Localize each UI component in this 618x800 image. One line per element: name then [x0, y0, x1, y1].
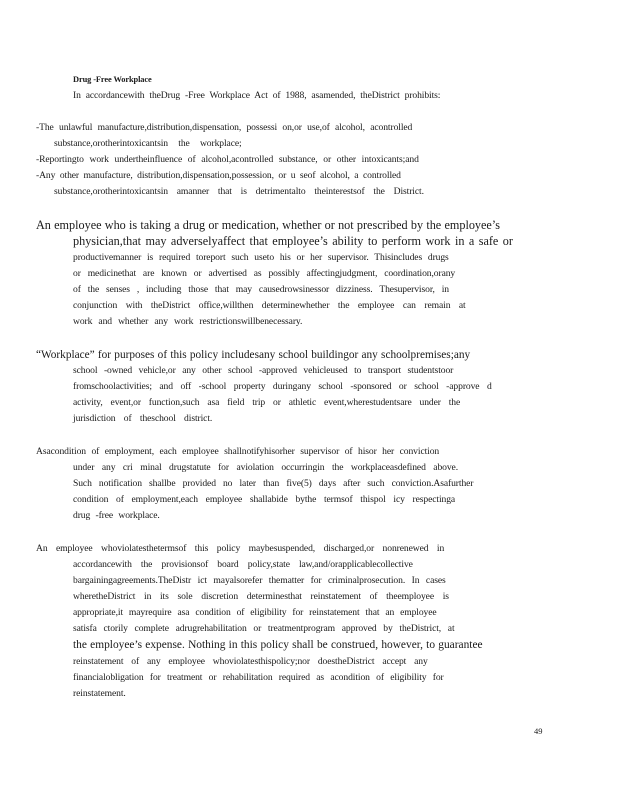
- paragraph-line: jurisdiction of theschool district.: [73, 413, 213, 424]
- paragraph-line: An employee whoviolatesthetermsof this policy maybesuspended, discharged,or nonrenewed in: [36, 543, 445, 554]
- paragraph-line: or medicinethat are known or advertised as possibly affectingjudgment, coordination,orany: [73, 268, 456, 279]
- paragraph-line: school -owned vehicle,or any other school -approved vehicleused to transport studentstoor: [73, 365, 454, 376]
- paragraph-line: accordancewith the provisionsof board policy,state law,and/orapplicablecollective: [73, 559, 413, 570]
- prohibition-item: substance,orotherintoxicantsin amanner that is detrimentalto theinterestsof the District.: [54, 186, 424, 197]
- paragraph-line: under any cri minal drugstatute for aviolation occurringin the workplaceasdefined above.: [73, 462, 458, 473]
- paragraph-line: financialobligation for treatment or rehabilitation required as acondition of eligibility for: [73, 672, 444, 683]
- paragraph-line: satisfa ctorily complete adrugrehabilitation or treatmentprogram approved by theDistrict, at: [73, 623, 455, 634]
- paragraph-line: reinstatement of any employee whoviolatesthispolicy;nor doestheDistrict accept any: [73, 656, 428, 667]
- paragraph-line: drug -free workplace.: [73, 510, 160, 521]
- page-number: 49: [534, 726, 543, 736]
- intro-line: In accordancewith theDrug -Free Workplace Act of 1988, asamended, theDistrict prohibits:: [73, 90, 441, 101]
- prohibition-item: substance,orotherintoxicantsin the workplace;: [54, 138, 242, 149]
- prohibition-item: -Any other manufacture, distribution,dispensation,possession, or u seof alcohol, a controlled: [36, 170, 401, 181]
- paragraph-line: appropriate,it mayrequire asa condition of eligibility for reinstatement that an employee: [73, 607, 437, 618]
- paragraph-line: productivemanner is required toreport such useto his or her supervisor. Thisincludes drugs: [73, 252, 449, 263]
- paragraph-line: Such notification shallbe provided no later than five(5) days after such conviction.Asafurther: [73, 478, 474, 489]
- paragraph-line: of the senses , including those that may causedrowsinessor dizziness. Thesupervisor, in: [73, 284, 449, 295]
- paragraph-line: condition of employment,each employee shallabide bythe termsof thispol icy respectinga: [73, 494, 456, 505]
- paragraph-line: wheretheDistrict in its sole discretion determinesthat reinstatement of theemployee is: [73, 591, 449, 602]
- prohibition-item: -The unlawful manufacture,distribution,dispensation, possessi on,or use,of alcohol, acontrolled: [36, 122, 413, 133]
- paragraph-line: physician,that may adverselyaffect that employee’s ability to perform work in a safe or: [73, 234, 513, 248]
- paragraph-line: bargainingagreements.TheDistr ict mayalsorefer thematter for criminalprosecution. In cases: [73, 575, 446, 586]
- paragraph-line: activity, event,or function,such asa field trip or athletic event,wherestudentsare under the: [73, 397, 461, 408]
- prohibition-item: -Reportingto work undertheinfluence of alcohol,acontrolled substance, or other intoxicants;and: [36, 154, 419, 165]
- paragraph-line: the employee’s expense. Nothing in this policy shall be construed, however, to guarantee: [73, 639, 483, 651]
- paragraph-line: fromschoolactivities; and off -school property duringany school -sponsored or school -approve d: [73, 381, 492, 392]
- paragraph-line: work and whether any work restrictionswillbenecessary.: [73, 316, 303, 327]
- section-heading: Drug -Free Workplace: [73, 75, 152, 84]
- paragraph-line: conjunction with theDistrict office,willthen determinewhether the employee can remain at: [73, 300, 466, 311]
- paragraph-line: “Workplace” for purposes of this policy includesany school buildingor any schoolpremises;any: [36, 349, 471, 361]
- paragraph-line: reinstatement.: [73, 688, 126, 699]
- paragraph-line: Asacondition of employment, each employee shallnotifyhisorher supervisor of hisor her conviction: [36, 446, 440, 457]
- paragraph-line: An employee who is taking a drug or medication, whether or not prescribed by the employee’s: [36, 218, 500, 232]
